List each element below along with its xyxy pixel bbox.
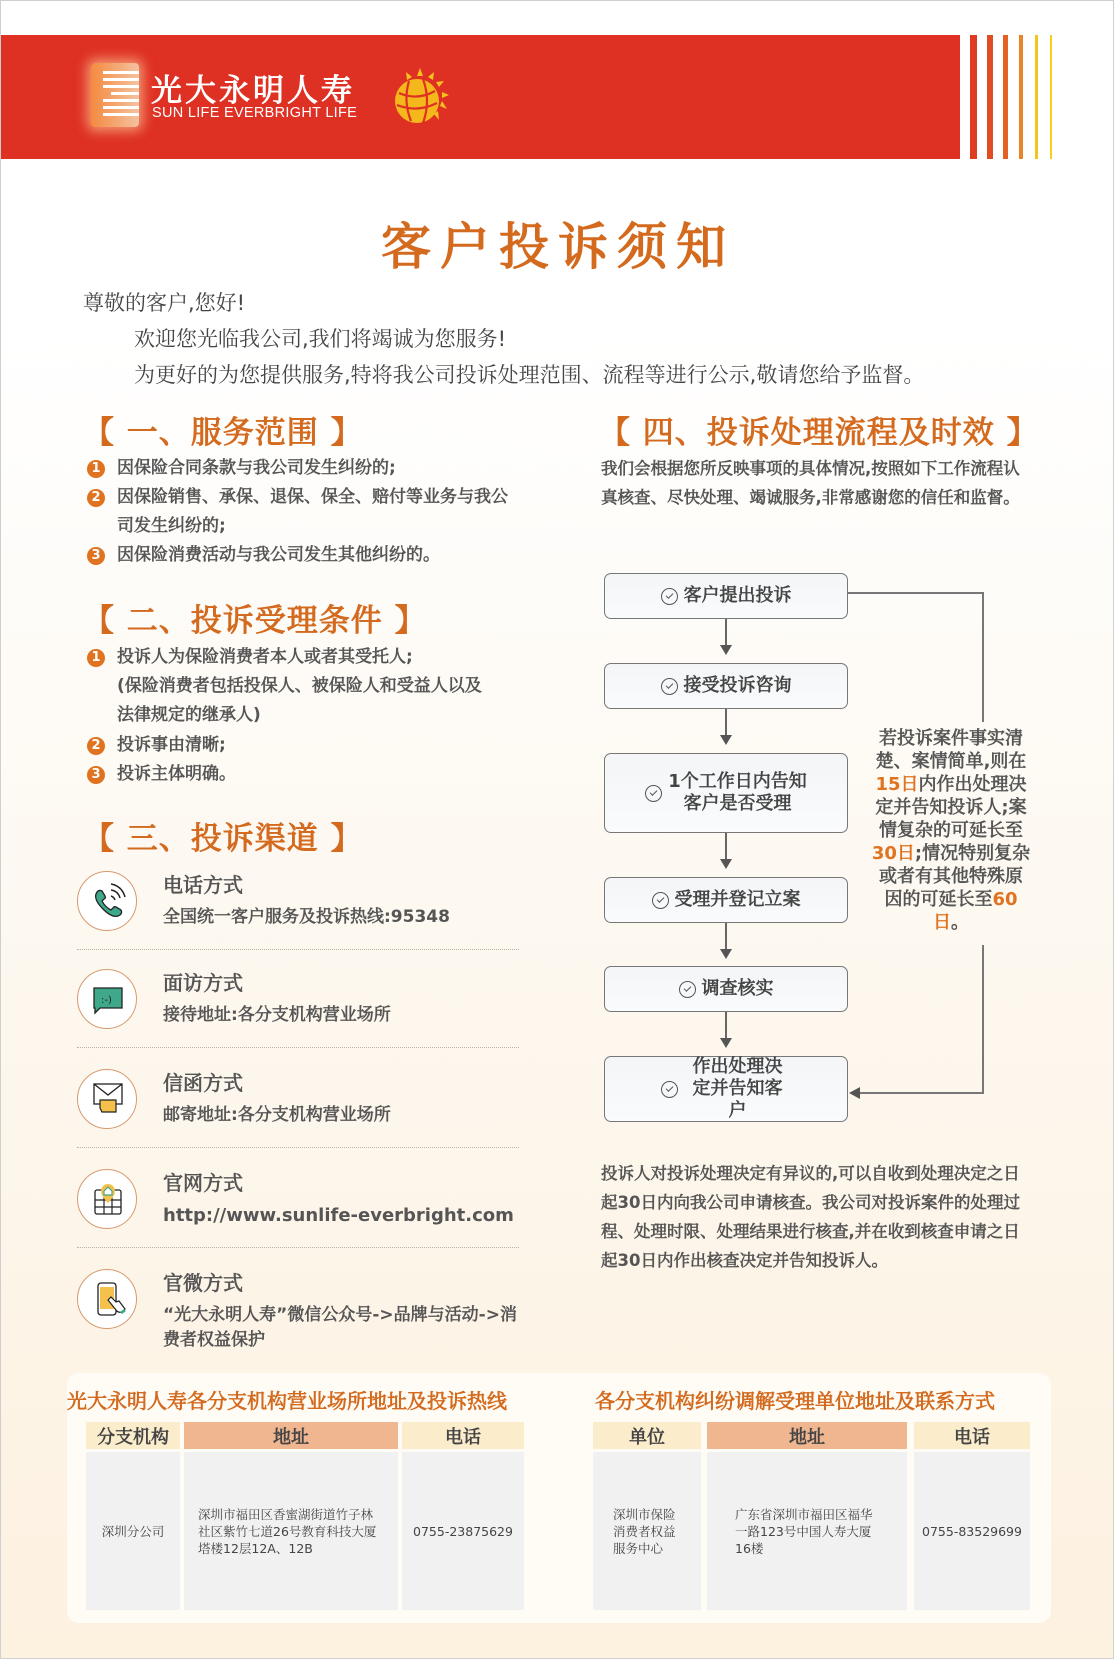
arrow-down-icon [720, 735, 732, 745]
list-item [87, 643, 482, 730]
list-item-text: 因保险销售、承保、退保、保全、赔付等业务与我公 [117, 487, 508, 507]
branch-name-cell: 深圳分公司 [86, 1452, 180, 1610]
timeline-note-text: ;情况特别复杂或者有其他特殊原因的可延长至 [879, 843, 1031, 910]
arrow-down-icon [720, 859, 732, 869]
branch-table-title: 光大永明人寿各分支机构营业场所地址及投诉热线 [67, 1389, 507, 1413]
branch-address-cell [184, 1452, 398, 1610]
section-heading-complaint-channels: 【 三、投诉渠道 】 [83, 821, 363, 857]
timeline-note-text: 内作出处理决定并告知投诉人;案情复杂的可延长至 [875, 774, 1027, 841]
deadline-60-days: 60日 [933, 889, 1018, 933]
header-stripe [1003, 35, 1008, 159]
channel-detail: “光大永明人寿”微信公众号->品牌与活动->消费者权益保护 [163, 1305, 517, 1350]
section-heading-service-scope: 【 一、服务范围 】 [83, 415, 363, 451]
channel-detail: 接待地址:各分支机构营业场所 [163, 1005, 391, 1025]
divider [77, 1247, 519, 1248]
check-circle-icon [652, 892, 669, 909]
channel-title: 电话方式 [163, 873, 243, 897]
website-map-icon [77, 1169, 137, 1229]
mediation-unit-text: 深圳市保险消费者权益服务中心 [613, 1506, 676, 1556]
channel-detail: 邮寄地址:各分支机构营业场所 [163, 1105, 391, 1125]
number-badge: 2 [87, 489, 105, 507]
flow-connector [725, 923, 727, 949]
chat-bubble-icon [77, 969, 137, 1029]
branch-address-text: 深圳市福田区香蜜湖街道竹子林社区紫竹七道26号教育科技大厦塔楼12层12A、12B [198, 1506, 377, 1556]
mediation-table-title: 各分支机构纠纷调解受理单位地址及联系方式 [595, 1389, 995, 1413]
svg-text::-): :-) [101, 995, 112, 1006]
flow-step-notify-acceptance [604, 753, 848, 833]
sun-globe-logo-icon [389, 67, 451, 129]
list-item [87, 760, 236, 789]
list-item-text: 投诉人为保险消费者本人或者其受托人; [117, 647, 413, 667]
channel-title: 官微方式 [163, 1271, 243, 1295]
branch-table-header-phone: 电话 [402, 1422, 524, 1449]
arrow-down-icon [720, 645, 732, 655]
section-heading-process-timeline: 【 四、投诉处理流程及时效 】 [599, 415, 1039, 451]
mediation-unit-cell [593, 1452, 701, 1610]
channel-letter [77, 1067, 519, 1147]
branch-table-header-branch: 分支机构 [86, 1422, 180, 1449]
hotline-text: 全国统一客户服务及投诉热线:95348 [163, 907, 450, 927]
greeting-line-1: 欢迎您光临我公司,我们将竭诚为您服务! [134, 327, 507, 351]
divider [77, 1147, 519, 1148]
channel-title: 官网方式 [163, 1171, 243, 1195]
brand-name-en: SUN LIFE EVERBRIGHT LIFE [152, 105, 358, 121]
greeting-salutation: 尊敬的客户,您好! [83, 291, 246, 315]
flow-step-investigate [604, 966, 848, 1012]
list-item-text: 因保险消费活动与我公司发生其他纠纷的。 [117, 545, 440, 565]
greeting-line-2: 为更好的为您提供服务,特将我公司投诉处理范围、流程等进行公示,敬请您给予监督。 [134, 363, 925, 387]
flow-step-label: 作出处理决定并告知客户 [692, 1056, 783, 1121]
brand-name-cn: 光大永明人寿 [151, 73, 355, 109]
mediation-table-header-phone: 电话 [914, 1422, 1030, 1449]
flow-connector [725, 619, 727, 645]
channel-phone [77, 869, 519, 949]
list-item-text: 投诉事由清晰; [117, 735, 226, 755]
process-intro: 我们会根据您所反映事项的具体情况,按照如下工作流程认真核查、尽快处理、竭诚服务,非常感谢您的信任和监督。 [601, 459, 1020, 507]
mediation-table-header-address: 地址 [707, 1422, 907, 1449]
section-heading-acceptance-conditions: 【 二、投诉受理条件 】 [83, 603, 427, 639]
channel-website [77, 1167, 519, 1247]
flow-step-label: 客户提出投诉 [683, 585, 792, 606]
bracket-line-top [848, 592, 984, 594]
mediation-phone-cell: 0755-83529699 [914, 1452, 1030, 1610]
mediation-address-cell [707, 1452, 907, 1610]
arrow-left-icon [849, 1087, 860, 1099]
timeline-note-text: 。 [951, 912, 969, 933]
flow-connector [725, 709, 727, 735]
number-badge: 1 [87, 649, 105, 667]
bracket-line-right-lower [982, 945, 984, 1093]
website-link[interactable]: http://www.sunlife-everbright.com [163, 1205, 514, 1226]
divider [77, 949, 519, 950]
number-badge: 1 [87, 460, 105, 478]
page-title: 客户投诉须知 [381, 218, 735, 276]
number-badge: 3 [87, 547, 105, 565]
flow-step-submit-complaint [604, 573, 848, 619]
header-stripe [987, 35, 993, 159]
channel-visit [77, 967, 519, 1047]
flow-step-label: 受理并登记立案 [674, 889, 801, 910]
check-circle-icon [661, 588, 678, 605]
flow-connector [725, 1012, 727, 1038]
flow-connector [725, 833, 727, 859]
flow-step-decision-notify [604, 1056, 848, 1122]
timeline-note [871, 727, 1031, 934]
channel-title: 信函方式 [163, 1071, 243, 1095]
flow-step-label: 调查核实 [701, 978, 774, 999]
phone-icon [77, 871, 137, 931]
header-stripe [1019, 35, 1023, 159]
check-circle-icon [645, 785, 662, 802]
check-circle-icon [661, 678, 678, 695]
mail-hand-icon [77, 1069, 137, 1129]
list-item-text: (保险消费者包括投保人、被保险人和受益人以及 [117, 676, 482, 696]
list-item [87, 483, 508, 541]
bracket-line-bottom [859, 1092, 984, 1094]
channel-wechat [77, 1267, 519, 1357]
number-badge: 2 [87, 737, 105, 755]
review-note: 投诉人对投诉处理决定有异议的,可以自收到处理决定之日起30日内向我公司申请核查。我公司对投诉案件的处理过程、处理时限、处理结果进行核查,并在收到核查申请之日起30日内作出核查决定并告知投诉人。 [601, 1164, 1020, 1270]
flow-step-label: 接受投诉咨询 [683, 675, 792, 696]
mobile-tap-icon [77, 1269, 137, 1329]
check-circle-icon [661, 1081, 678, 1098]
list-item-text: 司发生纠纷的; [117, 516, 226, 536]
flow-step-label: 1个工作日内告知客户是否受理 [668, 771, 807, 814]
mediation-table-header-unit: 单位 [593, 1422, 701, 1449]
number-badge: 3 [87, 766, 105, 784]
branch-phone-cell: 0755-23875629 [402, 1452, 524, 1610]
flow-step-register-case [604, 877, 848, 923]
deadline-30-days: 30日 [871, 843, 915, 864]
branch-table-header-address: 地址 [184, 1422, 398, 1449]
channel-title: 面访方式 [163, 971, 243, 995]
list-item-text: 投诉主体明确。 [117, 764, 236, 784]
header-stripe [970, 35, 977, 159]
check-circle-icon [679, 981, 696, 998]
arrow-down-icon [720, 1038, 732, 1048]
header-stripe [1035, 35, 1038, 159]
divider [77, 1047, 519, 1048]
timeline-note-text: 若投诉案件事实清楚、案情简单,则在 [875, 728, 1027, 772]
mediation-address-text: 广东省深圳市福田区福华一路123号中国人寿大厦16楼 [735, 1506, 873, 1556]
list-item [87, 454, 396, 483]
list-item-text: 因保险合同条款与我公司发生纠纷的; [117, 458, 396, 478]
header-stripe [953, 35, 960, 159]
deadline-15-days: 15日 [875, 774, 919, 795]
bracket-line-right-upper [982, 592, 984, 722]
list-item-text: 法律规定的继承人) [117, 705, 261, 725]
header-banner [1, 35, 953, 159]
brand-b-logo-icon [91, 63, 139, 127]
list-item [87, 541, 440, 570]
flow-step-accept-consultation [604, 663, 848, 709]
list-item [87, 731, 226, 760]
header-stripe [1050, 35, 1052, 159]
arrow-down-icon [720, 949, 732, 959]
